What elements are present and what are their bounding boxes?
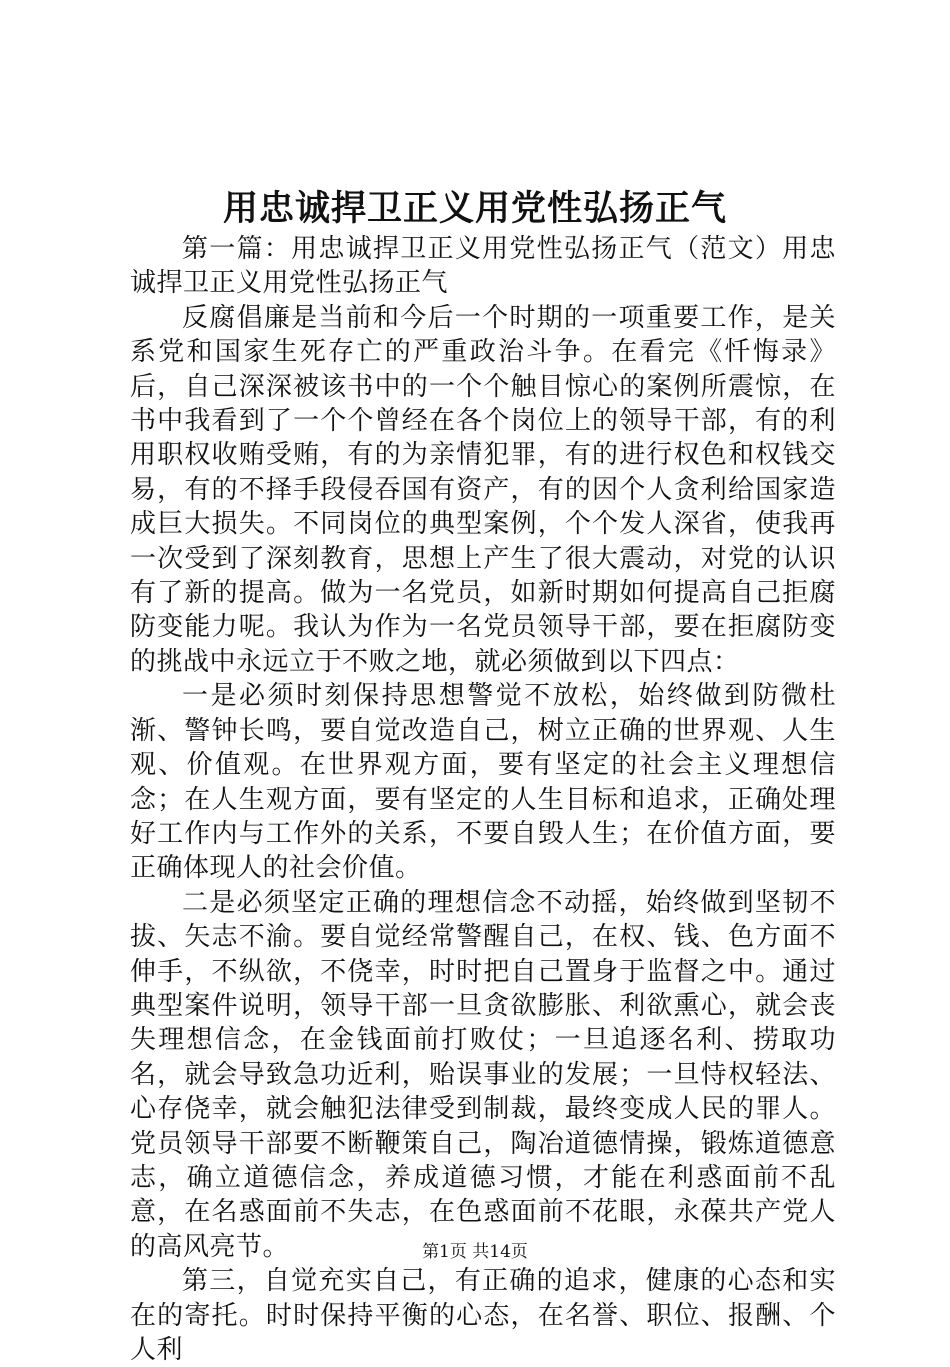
- document-body: [130, 232, 836, 1367]
- document-title: 用忠诚捍卫正义用党性弘扬正气: [222, 188, 727, 229]
- paragraph-4: 二是必须坚定正确的理想信念不动摇，始终做到坚韧不拔、矢志不渝。要自觉经常警醒自己，在权、钱、色方面不伸手，不纵欲，不侥幸，时时把自己置身于监督之中。通过典型案件说明，领导干部一旦贪欲膨胀、利欲熏心，就会丧失理想信念，在金钱面前打败仗；一旦追逐名利、捞取功名，就会导致急功近利，贻误事业的发展；一旦恃权轻法、心存侥幸，就会触犯法律受到制裁，最终变成人民的罪人。党员领导干部要不断鞭策自己，陶冶道德情操，锻炼道德意志，确立道德信念，养成道德习惯，才能在利惑面前不乱意，在名惑面前不失志，在色惑面前不花眼，永葆共产党人的高风亮节。: [130, 887, 836, 1262]
- paragraph-1: 第一篇：用忠诚捍卫正义用党性弘扬正气（范文）用忠诚捍卫正义用党性弘扬正气: [130, 234, 836, 299]
- page-number-footer: 第1页 共14页: [422, 1242, 528, 1262]
- paragraph-2: 反腐倡廉是当前和今后一个时期的一项重要工作，是关系党和国家生死存亡的严重政治斗争。在看完《忏悔录》后，自己深深被该书中的一个个触目惊心的案例所震惊，在书中我看到了一个个曾经在各个岗位上的领导干部，有的利用职权收贿受贿，有的为亲情犯罪，有的进行权色和权钱交易，有的不择手段侵吞国有资产，有的因个人贪利给国家造成巨大损失。不同岗位的典型案例，个个发人深省，使我再一次受到了深刻教育，思想上产生了很大震动，对党的认识有了新的提高。做为一名党员，如新时期如何提高自己拒腐防变能力呢。我认为作为一名党员领导干部，要在拒腐防变的挑战中永远立于不败之地，就必须做到以下四点：: [130, 302, 836, 677]
- paragraph-3: 一是必须时刻保持思想警觉不放松，始终做到防微杜渐、警钟长鸣，要自觉改造自己，树立正确的世界观、人生观、价值观。在世界观方面，要有坚定的社会主义理想信念；在人生观方面，要有坚定的人生目标和追求，正确处理好工作内与工作外的关系，不要自毁人生；在价值方面，要正确体现人的社会价值。: [130, 681, 836, 884]
- paragraph-5: 第三，自觉充实自己，有正确的追求，健康的心态和实在的寄托。时时保持平衡的心态，在名誉、职位、报酬、个人利: [130, 1266, 836, 1365]
